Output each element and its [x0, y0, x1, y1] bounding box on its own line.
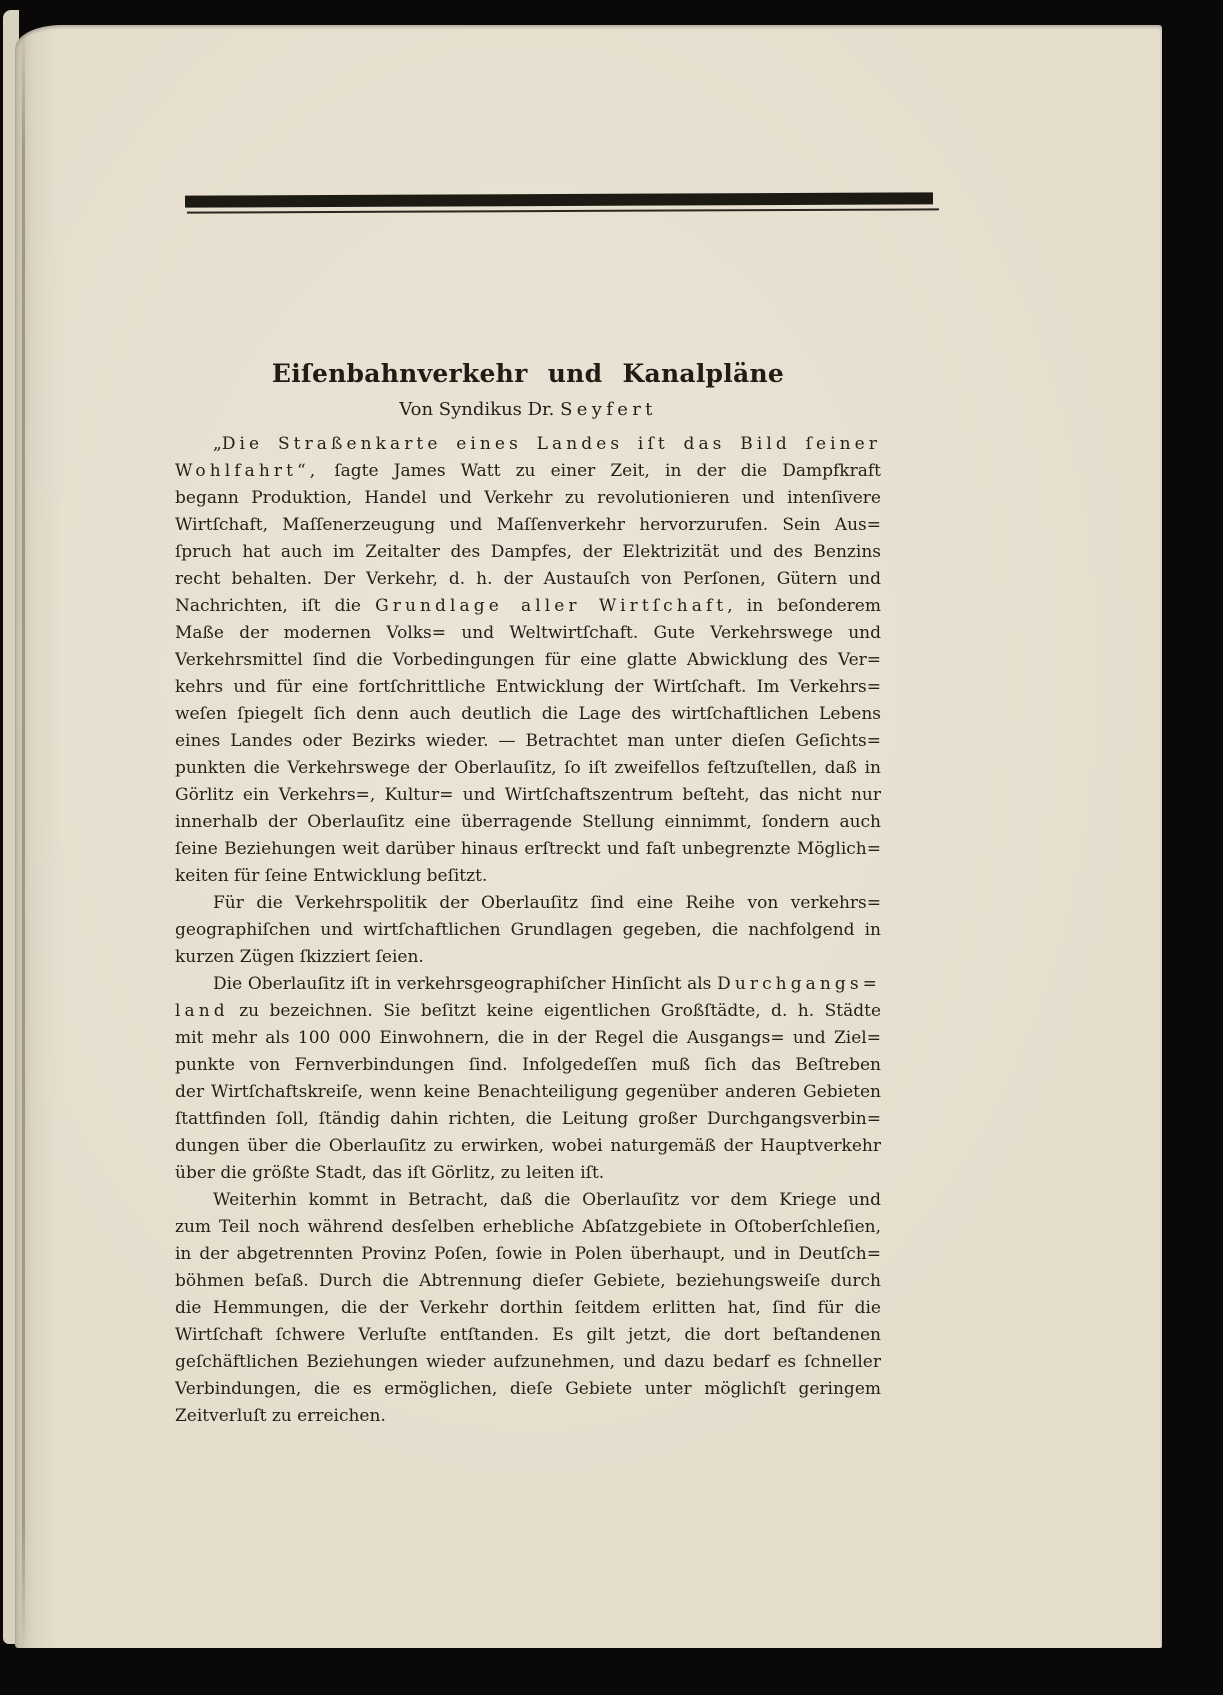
body-text: Zeitverluſt zu erreichen. — [175, 1406, 386, 1426]
body-text: über die größte Stadt, das iſt Görlitz, zu leiten iſt. — [175, 1163, 605, 1183]
body-text: dungen über die Oberlauſitz zu erwirken, wobei naturgemäß der Hauptverkehr — [175, 1136, 881, 1156]
body-line — [175, 1052, 881, 1079]
body-text: punkten die Verkehrswege der Oberlauſitz, ſo iſt zweifellos feſtzuſtellen, daß in — [175, 758, 881, 778]
body-line — [175, 431, 881, 458]
body-text: geſchäftlichen Beziehungen wieder aufzunehmen, und dazu bedarf es ſchneller — [175, 1352, 881, 1372]
body-line — [175, 1025, 881, 1052]
body-line — [175, 566, 881, 593]
body-text: eines Landes oder Bezirks wieder. — Betrachtet man unter dieſen Geſichts= — [175, 731, 881, 751]
article-byline — [175, 399, 881, 420]
body-text: Weiterhin kommt in Betracht, daß die Oberlauſitz vor dem Kriege und — [213, 1190, 881, 1210]
body-line — [175, 1322, 881, 1349]
body-line — [175, 1403, 881, 1430]
body-text: weſen ſpiegelt ſich denn auch deutlich die Lage des wirtſchaftlichen Lebens — [175, 704, 881, 724]
article-title: Eiſenbahnverkehr und Kanalpläne — [271, 359, 785, 388]
body-line — [175, 863, 881, 890]
body-text: recht behalten. Der Verkehr, d. h. der Austauſch von Perſonen, Gütern und — [175, 569, 881, 589]
body-line — [175, 593, 881, 620]
body-text: innerhalb der Oberlauſitz eine überragende Stellung einnimmt, ſondern auch — [175, 812, 881, 832]
body-text: zum Teil noch während desſelben erhebliche Abſatzgebiete in Oſtoberſchleſien, — [175, 1217, 881, 1237]
body-line — [175, 971, 881, 998]
body-line — [175, 1349, 881, 1376]
body-text: „ — [213, 434, 222, 454]
body-line — [175, 755, 881, 782]
body-text: ſtattfinden ſoll, ſtändig dahin richten, die Leitung großer Durchgangsverbin= — [175, 1109, 881, 1129]
body-line — [175, 1376, 881, 1403]
letterspaced-text: Durchgangs= — [717, 974, 881, 994]
letterspaced-text: Die Straßenkarte eines Landes iſt das Bild ſeiner — [221, 434, 881, 454]
body-text: Verbindungen, die es ermöglichen, dieſe Gebiete unter möglichſt geringem — [175, 1379, 881, 1399]
body-line — [175, 701, 881, 728]
body-line — [175, 620, 881, 647]
body-text: böhmen beſaß. Durch die Abtrennung dieſer Gebiete, beziehungsweiſe durch — [175, 1271, 881, 1291]
body-text: Wirtſchaft, Maſſenerzeugung und Maſſenverkehr hervorzurufen. Sein Aus= — [175, 515, 881, 535]
body-line — [175, 944, 881, 971]
body-text: Nachrichten, iſt die — [175, 596, 376, 616]
body-line — [175, 836, 881, 863]
body-text: der Wirtſchaftskreiſe, wenn keine Benachteiligung gegenüber anderen Gebieten — [175, 1082, 881, 1102]
body-text: mit mehr als 100 000 Einwohnern, die in der Regel die Ausgangs= und Ziel= — [175, 1028, 881, 1048]
body-text: ſpruch hat auch im Zeitalter des Dampfes, der Elektrizität und des Benzins — [175, 542, 881, 562]
article-body — [175, 431, 881, 1430]
body-text: keiten für ſeine Entwicklung beſitzt. — [175, 866, 488, 886]
body-text: ſagte James Watt zu einer Zeit, in der die Dampfkraft — [319, 461, 881, 481]
body-line — [175, 728, 881, 755]
body-text: Die Oberlauſitz iſt in verkehrsgeographiſcher Hinſicht als — [213, 974, 718, 994]
body-text: Görlitz ein Verkehrs=, Kultur= und Wirtſchaftszentrum beſteht, das nicht nur — [175, 785, 881, 805]
body-line — [175, 1187, 881, 1214]
body-line — [175, 485, 881, 512]
body-line — [175, 809, 881, 836]
body-line — [175, 1268, 881, 1295]
body-text: , in beſonderem — [727, 596, 881, 616]
body-text: kehrs und für eine fortſchrittliche Entwicklung der Wirtſchaft. Im Verkehrs= — [175, 677, 881, 697]
byline-author-name: Seyfert — [560, 399, 657, 420]
body-line — [175, 1079, 881, 1106]
letterspaced-text: Grundlage aller Wirtſchaft — [375, 596, 728, 616]
body-text: ſeine Beziehungen weit darüber hinaus erſtreckt und faſt unbegrenzte Möglich= — [175, 839, 881, 859]
gutter-crease — [22, 25, 25, 1648]
body-line — [175, 1295, 881, 1322]
body-text: begann Produktion, Handel und Verkehr zu revolutionieren und intenſivere — [175, 488, 881, 508]
body-line — [175, 674, 881, 701]
body-text: Maße der modernen Volks= und Weltwirtſchaft. Gute Verkehrswege und — [175, 623, 881, 643]
body-line — [175, 647, 881, 674]
body-line — [175, 1106, 881, 1133]
body-line — [175, 1241, 881, 1268]
body-text: Für die Verkehrspolitik der Oberlauſitz ſind eine Reihe von verkehrs= — [213, 893, 881, 913]
byline-prefix: Von Syndikus Dr. — [399, 399, 561, 420]
body-text: in der abgetrennten Provinz Poſen, ſowie in Polen überhaupt, und in Deutſch= — [175, 1244, 881, 1264]
body-line — [175, 539, 881, 566]
body-line — [175, 1133, 881, 1160]
body-text: Verkehrsmittel ſind die Vorbedingungen für eine glatte Abwicklung des Ver= — [175, 650, 881, 670]
body-line — [175, 512, 881, 539]
body-text: geographiſchen und wirtſchaftlichen Grundlagen gegeben, die nachfolgend in — [175, 920, 881, 940]
body-text: kurzen Zügen ſkizziert ſeien. — [175, 947, 424, 967]
body-text: die Hemmungen, die der Verkehr dorthin ſeitdem erlitten hat, ſind für die — [175, 1298, 881, 1318]
header-rule-thin — [187, 208, 939, 213]
document-page — [15, 25, 1162, 1648]
body-line — [175, 782, 881, 809]
header-rule-thick — [185, 192, 933, 207]
body-text: Wirtſchaft ſchwere Verluſte entſtanden. Es gilt jetzt, die dort beſtandenen — [175, 1325, 881, 1345]
letterspaced-text: Wohlfahrt“, — [175, 461, 320, 481]
body-line — [175, 890, 881, 917]
body-line — [175, 458, 881, 485]
body-line — [175, 1214, 881, 1241]
letterspaced-text: land — [175, 1001, 229, 1021]
body-text: zu bezeichnen. Sie beſitzt keine eigentlichen Großſtädte, d. h. Städte — [228, 1001, 881, 1021]
body-text: punkte von Fernverbindungen ſind. Infolgedeſſen muß ſich das Beſtreben — [175, 1055, 881, 1075]
body-line — [175, 1160, 881, 1187]
body-line — [175, 998, 881, 1025]
body-line — [175, 917, 881, 944]
